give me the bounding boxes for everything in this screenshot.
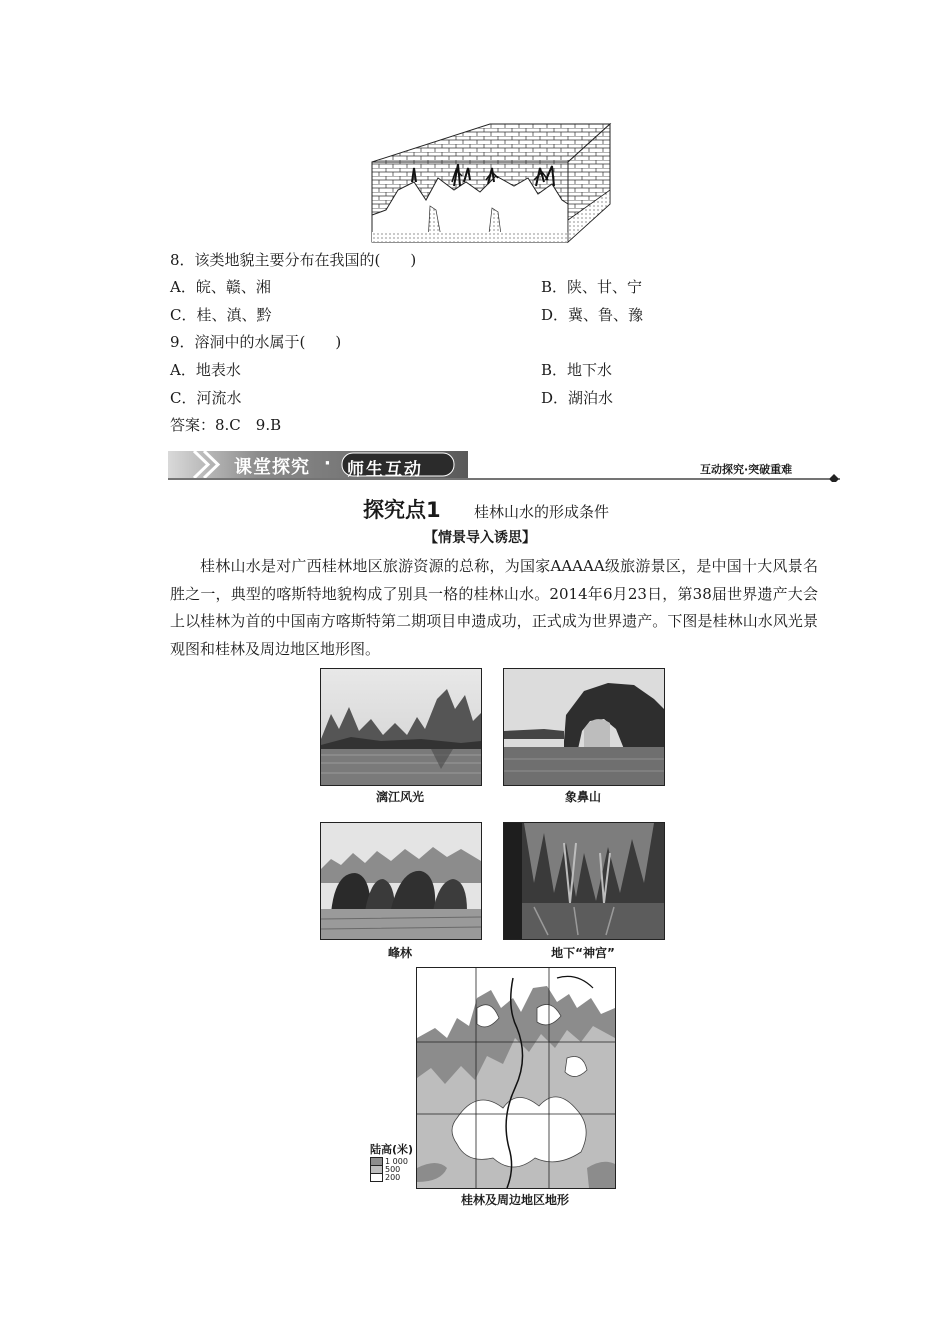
photo-caption-underground-palace: 地下“神宫”: [551, 946, 615, 960]
banner-dot: ·: [324, 453, 331, 474]
question-9-option-c: C．河流水: [170, 389, 242, 407]
photo-elephant-trunk-hill: [503, 668, 665, 786]
legend-label-high: 1 000: [385, 1156, 408, 1166]
legend-label-low: 200: [385, 1172, 401, 1182]
question-9-option-d: D．湖泊水: [541, 389, 614, 407]
topographic-map: [416, 967, 616, 1189]
karst-block-diagram: [368, 120, 613, 245]
photo-caption-peak-forest: 峰林: [387, 946, 412, 960]
photo-li-river: [320, 668, 482, 786]
photo-caption-li-river: 漓江风光: [375, 790, 424, 804]
answer-line: 答案：8.C 9.B: [170, 416, 282, 434]
question-9-option-b: B．地下水: [541, 361, 613, 379]
legend-label-mid: 500: [385, 1164, 401, 1174]
section-subtitle: 桂林山水的形成条件: [474, 503, 610, 521]
map-legend: [370, 1157, 414, 1181]
question-8-option-d: D．冀、鲁、豫: [541, 306, 644, 324]
map-caption: 桂林及周边地区地形: [460, 1193, 569, 1207]
question-8-option-b: B．陕、甘、宁: [541, 278, 643, 296]
intro-heading: 【情景导入诱思】: [424, 530, 536, 546]
question-9-option-a: A．地表水: [170, 361, 241, 379]
banner-left-label: 课堂探究: [234, 457, 310, 478]
question-8-option-c: C．桂、滇、黔: [170, 306, 272, 324]
question-8-option-a: A．皖、赣、湘: [170, 278, 271, 296]
section-title: 探究点1: [363, 498, 441, 522]
question-9-stem: 9．溶洞中的水属于( ): [170, 333, 342, 351]
photo-caption-elephant-trunk-hill: 象鼻山: [564, 790, 601, 804]
photo-peak-forest: [320, 822, 482, 940]
banner-right-label: 师生互动: [347, 460, 423, 480]
legend-swatch-low: [370, 1173, 383, 1182]
banner-tag: 互动探究·突破重难: [700, 463, 793, 476]
intro-paragraph: 桂林山水是对广西桂林地区旅游资源的总称，为国家AAAAA级旅游景区，是中国十大风景名胜之一，典型的喀斯特地貌构成了别具一格的桂林山水。2014年6月23日，第38届世界遗产大会上以桂林为首的中国南方喀斯特第二期项目申遗成功，正式成为世界遗产。下图是桂林山水风光景观图和桂林及周边地区地形图。: [170, 557, 818, 658]
photo-underground-palace: [503, 822, 665, 940]
question-8-stem: 8．该类地貌主要分布在我国的( ): [170, 251, 417, 269]
map-legend-title: 陆高(米): [370, 1143, 414, 1156]
